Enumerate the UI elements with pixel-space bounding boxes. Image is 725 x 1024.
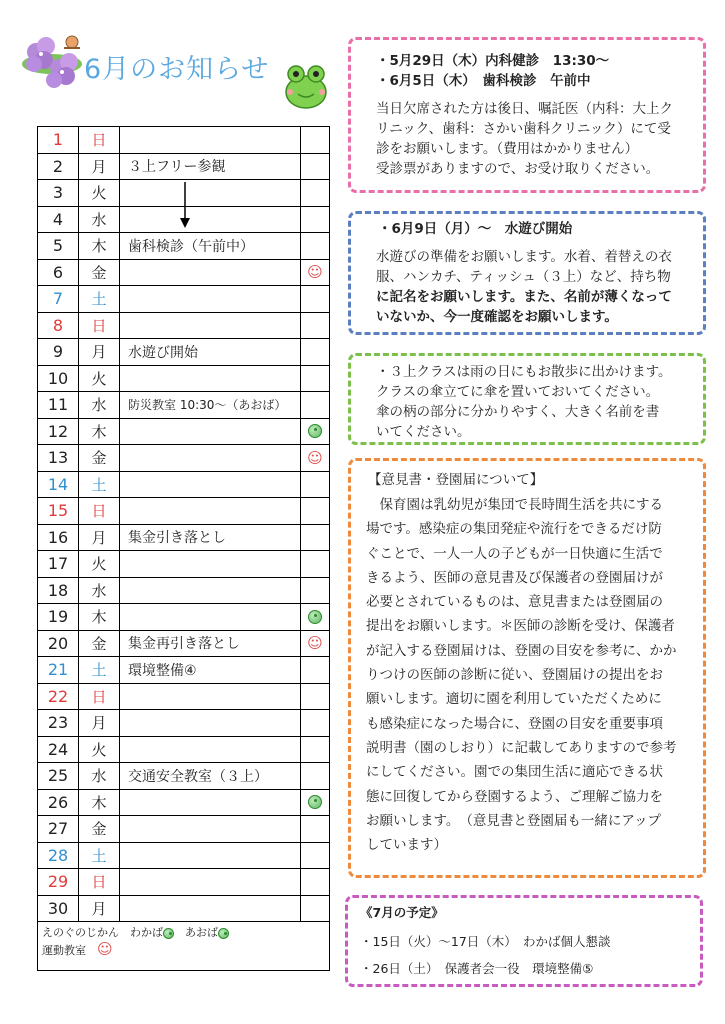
calendar-row: [38, 551, 330, 578]
calendar-mark: [301, 286, 330, 313]
checkup-line2: ・6月5日（木） 歯科検診 午前中: [376, 73, 591, 89]
calendar-mark: [301, 365, 330, 392]
calendar-event: [120, 445, 301, 472]
calendar-weekday: 金: [79, 259, 120, 286]
calendar-event: 集金再引き落とし: [120, 630, 301, 657]
calendar-event: [120, 710, 301, 737]
calendar-weekday: 火: [79, 736, 120, 763]
calendar-weekday: 土: [79, 842, 120, 869]
certificate-body-line: しています）: [366, 837, 447, 854]
calendar-row: [38, 445, 330, 472]
calendar-date: 29: [38, 869, 79, 896]
certificate-body-line: 態に回復してから登園するよう、ご理解ご協力を: [366, 788, 663, 805]
calendar-mark: [301, 259, 330, 286]
certificate-body-line: 保育園は乳幼児が集団で長時間生活を共にする: [366, 497, 663, 513]
legend-line2: 運動教室: [42, 944, 86, 957]
calendar-weekday: 月: [79, 524, 120, 551]
calendar-weekday: 木: [79, 604, 120, 631]
calendar-event: [120, 577, 301, 604]
calendar-row: [38, 869, 330, 896]
calendar-date: 14: [38, 471, 79, 498]
calendar-row: [38, 763, 330, 790]
calendar-row: [38, 153, 330, 180]
calendar-row: [38, 339, 330, 366]
calendar-date: 13: [38, 445, 79, 472]
calendar-weekday: 水: [79, 763, 120, 790]
checkup-body-line: 当日欠席された方は後日、嘱託医（内科：大上ク: [376, 101, 673, 117]
calendar-date: 5: [38, 233, 79, 260]
calendar-mark: [301, 498, 330, 525]
calendar-date: 23: [38, 710, 79, 737]
calendar-mark: [301, 339, 330, 366]
water-play-body-line: 服、ハンカチ、ティッシュ（３上）など、持ち物: [376, 269, 671, 285]
smile-icon: ☺: [307, 263, 323, 282]
calendar-weekday: 金: [79, 445, 120, 472]
calendar-date: 16: [38, 524, 79, 551]
calendar-mark: [301, 657, 330, 684]
calendar-row: [38, 312, 330, 339]
calendar-date: 18: [38, 577, 79, 604]
calendar-mark: [301, 683, 330, 710]
calendar-weekday: 金: [79, 630, 120, 657]
calendar-row: [38, 418, 330, 445]
calendar-date: 20: [38, 630, 79, 657]
calendar-date: 17: [38, 551, 79, 578]
calendar-row: [38, 524, 330, 551]
calendar-weekday: 日: [79, 127, 120, 154]
calendar-row: [38, 577, 330, 604]
checkup-line1: ・5月29日（木）内科健診 13:30～: [376, 53, 610, 69]
certificate-body-line: お願いします。 （意見書と登園届も一緒にアップ: [366, 812, 661, 829]
green-ball-icon: [308, 795, 322, 809]
calendar-mark: [301, 445, 330, 472]
calendar-date: 24: [38, 736, 79, 763]
certificate-body-line: にしてください。園での集団生活に適応できる状: [366, 764, 663, 781]
calendar-row: [38, 233, 330, 260]
calendar-mark: [301, 180, 330, 207]
calendar-event: 集金引き落とし: [120, 524, 301, 551]
certificate-body-line: 提出をお願いします。＊医師の診断を受け、保護者: [366, 618, 675, 635]
umbrella-body-line: いてください。: [376, 424, 471, 440]
calendar-weekday: 水: [79, 206, 120, 233]
calendar-date: 26: [38, 789, 79, 816]
calendar-legend: [38, 922, 330, 971]
calendar-mark: [301, 710, 330, 737]
calendar-weekday: 月: [79, 153, 120, 180]
calendar-mark: [301, 418, 330, 445]
calendar-event: 交通安全教室（３上）: [120, 763, 301, 790]
checkup-body-line: 受診票がありますので、お受け取りください。: [376, 161, 660, 177]
calendar-weekday: 日: [79, 869, 120, 896]
calendar-weekday: 日: [79, 498, 120, 525]
water-play-body-line: いないか、今一度確認をお願いします。: [376, 309, 618, 325]
certificate-body-line: ぐことで、一人一人の子どもが一日快適に生活で: [366, 545, 663, 562]
calendar-row: [38, 286, 330, 313]
smile-icon: ☺: [307, 448, 323, 467]
certificate-body-line: も感染症になった場合に、登園の目安を重要事項: [366, 715, 663, 732]
calendar-event: [120, 418, 301, 445]
certificate-body-line: 説明書（園のしおり）に記載してありますので参考: [366, 739, 677, 756]
july-line1: ・15日（火）～17日（木） わかば個人懇談: [360, 934, 611, 949]
calendar-weekday: 土: [79, 657, 120, 684]
calendar-weekday: 月: [79, 895, 120, 922]
calendar-event: [120, 604, 301, 631]
calendar-date: 12: [38, 418, 79, 445]
calendar-mark: [301, 577, 330, 604]
calendar-mark: [301, 233, 330, 260]
calendar-event: ３上フリー参観: [120, 153, 301, 180]
green-ball-icon: [163, 928, 174, 939]
smile-icon: ☺: [97, 940, 113, 958]
green-ball-icon: [218, 928, 229, 939]
calendar-row: [38, 816, 330, 843]
calendar-mark: [301, 392, 330, 419]
certificate-body-line: が記入する登園届けは、登園の目安を参考に、かか: [366, 642, 677, 659]
calendar-date: 4: [38, 206, 79, 233]
july-heading: 《7月の予定》: [360, 905, 444, 920]
calendar-event: [120, 869, 301, 896]
calendar-weekday: 水: [79, 577, 120, 604]
calendar-event: [120, 736, 301, 763]
calendar-event: [120, 286, 301, 313]
calendar-date: 28: [38, 842, 79, 869]
calendar-date: 2: [38, 153, 79, 180]
checkup-body-line: リニック、歯科：さかい歯科クリニック）にて受: [376, 121, 671, 137]
calendar-event: [120, 471, 301, 498]
calendar-weekday: 火: [79, 551, 120, 578]
calendar-event: 水遊び開始: [120, 339, 301, 366]
umbrella-body-line: 傘の柄の部分に分かりやすく、大きく名前を書: [376, 404, 660, 420]
calendar-event: [120, 498, 301, 525]
calendar-event: [120, 206, 301, 233]
page-title: 6月のお知らせ: [84, 54, 270, 85]
calendar-weekday: 土: [79, 286, 120, 313]
calendar-row: [38, 127, 330, 154]
certificate-body-line: きるよう、医師の意見書及び保護者の登園届けが: [366, 569, 663, 586]
calendar-mark: [301, 471, 330, 498]
calendar-mark: [301, 153, 330, 180]
snail-icon: [64, 36, 80, 48]
calendar-event: [120, 683, 301, 710]
calendar-mark: [301, 869, 330, 896]
calendar-mark: [301, 789, 330, 816]
calendar-weekday: 木: [79, 418, 120, 445]
calendar-row: [38, 895, 330, 922]
water-play-heading: ・6月9日（月）～ 水遊び開始: [378, 221, 573, 237]
calendar-weekday: 木: [79, 789, 120, 816]
calendar-mark: [301, 842, 330, 869]
calendar-date: 8: [38, 312, 79, 339]
calendar-mark: [301, 312, 330, 339]
calendar-mark: [301, 736, 330, 763]
calendar-row: [38, 259, 330, 286]
calendar-row: [38, 498, 330, 525]
checkup-body: [376, 99, 673, 179]
certificate-body-line: りつけの医師の診断に従い、登園届けの提出をお: [366, 667, 663, 684]
water-play-body-line: に記名をお願いします。また、名前が薄くなって: [376, 289, 672, 305]
calendar-mark: [301, 816, 330, 843]
calendar-mark: [301, 206, 330, 233]
calendar-date: 15: [38, 498, 79, 525]
frog-icon: [286, 66, 326, 108]
calendar-weekday: 月: [79, 339, 120, 366]
calendar-row: [38, 842, 330, 869]
calendar-event: [120, 312, 301, 339]
calendar-event: [120, 259, 301, 286]
calendar-date: 30: [38, 895, 79, 922]
calendar-date: 7: [38, 286, 79, 313]
calendar-weekday: 火: [79, 180, 120, 207]
calendar-row: [38, 471, 330, 498]
water-play-body-line: 水遊びの準備をお願いします。水着、着替えの衣: [376, 249, 672, 265]
calendar-date: 11: [38, 392, 79, 419]
calendar-row: [38, 365, 330, 392]
certificate-body-line: 必要とされているものは、意見書または登園届の: [366, 594, 663, 611]
calendar-weekday: 水: [79, 392, 120, 419]
umbrella-body-line: ・３上クラスは雨の日にもお散歩に出かけます。: [376, 364, 672, 380]
calendar-date: 22: [38, 683, 79, 710]
umbrella-body-line: クラスの傘立てに傘を置いておいてください。: [376, 384, 660, 400]
calendar-date: 27: [38, 816, 79, 843]
certificate-body-line: 願いします。適切に園を利用していただくために: [366, 691, 662, 708]
certificate-body-line: 場です。感染症の集団発症や流行をできるだけ防: [366, 521, 662, 538]
calendar-mark: [301, 895, 330, 922]
calendar-event: [120, 789, 301, 816]
calendar-row: [38, 630, 330, 657]
calendar-weekday: 金: [79, 816, 120, 843]
calendar-date: 25: [38, 763, 79, 790]
calendar-mark: [301, 630, 330, 657]
calendar-date: 6: [38, 259, 79, 286]
umbrella-body: [376, 362, 672, 442]
calendar-row: [38, 657, 330, 684]
calendar-event: [120, 180, 301, 207]
calendar-row: [38, 789, 330, 816]
calendar-date: 9: [38, 339, 79, 366]
calendar-weekday: 月: [79, 710, 120, 737]
calendar-row: [38, 683, 330, 710]
calendar-event: 歯科検診（午前中）: [120, 233, 301, 260]
calendar-weekday: 日: [79, 312, 120, 339]
calendar-mark: [301, 127, 330, 154]
calendar-date: 1: [38, 127, 79, 154]
certificate-body: [366, 493, 677, 857]
calendar-date: 10: [38, 365, 79, 392]
calendar-weekday: 土: [79, 471, 120, 498]
calendar-row: [38, 736, 330, 763]
calendar-event: [120, 365, 301, 392]
calendar-date: 19: [38, 604, 79, 631]
green-ball-icon: [308, 424, 322, 438]
calendar-date: 3: [38, 180, 79, 207]
calendar-weekday: 火: [79, 365, 120, 392]
arrow-down-icon: [180, 182, 190, 228]
calendar-mark: [301, 551, 330, 578]
calendar-row: [38, 710, 330, 737]
green-ball-icon: [308, 610, 322, 624]
calendar-event: [120, 127, 301, 154]
calendar-mark: [301, 763, 330, 790]
legend-line1-prefix: えのぐのじかん わかば: [42, 926, 163, 939]
calendar-mark: [301, 604, 330, 631]
calendar-row: [38, 392, 330, 419]
legend-line1-mid: あおば: [174, 926, 218, 939]
checkup-body-line: 診をお願いします。（費用はかかりません）: [376, 141, 639, 157]
calendar-weekday: 木: [79, 233, 120, 260]
certificate-heading: 【意見書・登園届について】: [368, 472, 544, 488]
calendar-mark: [301, 524, 330, 551]
calendar-event: [120, 842, 301, 869]
calendar-weekday: 日: [79, 683, 120, 710]
smile-icon: ☺: [307, 634, 323, 653]
calendar-event: [120, 551, 301, 578]
calendar-row: [38, 604, 330, 631]
calendar-date: 21: [38, 657, 79, 684]
calendar-event: [120, 816, 301, 843]
calendar-event: [120, 895, 301, 922]
calendar-table: [37, 126, 330, 971]
water-play-body: [376, 247, 672, 327]
july-line2: ・26日（土） 保護者会一役 環境整備⑤: [360, 961, 594, 976]
calendar-event: 環境整備④: [120, 657, 301, 684]
calendar-event: 防災教室 10:30～（あおば）: [120, 392, 301, 419]
